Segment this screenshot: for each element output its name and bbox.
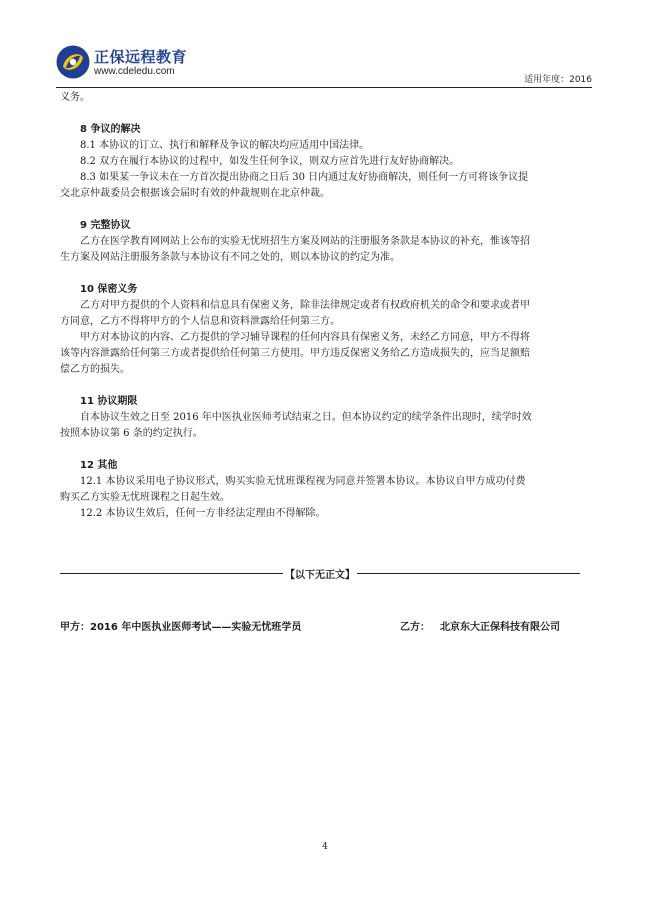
paragraph-continuation: 购买乙方实验无忧班课程之日起生效。	[60, 492, 230, 503]
section-9-title: 9 完整协议	[80, 220, 131, 231]
cdeledu-logo-icon	[56, 45, 90, 79]
paragraph: 乙方对甲方提供的个人资料和信息具有保密义务，除非法律规定或者有权政府机关的命令和要求或者甲	[80, 300, 530, 311]
page-number: 4	[322, 842, 328, 852]
intro-continuation: 义务。	[60, 92, 90, 103]
paragraph-continuation: 生方案及网站注册服务条款与本协议有不同之处的，则以本协议的约定为准。	[60, 252, 400, 263]
paragraph-continuation: 偿乙方的损失。	[60, 364, 130, 375]
section-10-title: 10 保密义务	[80, 284, 138, 295]
paragraph: 8.2 双方在履行本协议的过程中，如发生任何争议，则双方应首先进行友好协商解决。	[80, 156, 460, 167]
party-b-name: 北京东大正保科技有限公司	[440, 622, 560, 633]
section-8-title: 8 争议的解决	[80, 124, 141, 135]
paragraph: 12.2 本协议生效后，任何一方非经法定理由不得解除。	[80, 508, 326, 519]
end-of-text-label: 【以下无正文】	[285, 569, 355, 581]
paragraph-continuation: 交北京仲裁委员会根据该会届时有效的仲裁规则在北京仲裁。	[60, 188, 330, 199]
page-header	[56, 44, 592, 86]
paragraph-continuation: 该等内容泄露给任何第三方或者提供给任何第三方使用。甲方违反保密义务给乙方造成损失的，应当足额赔	[60, 348, 530, 359]
agreement-body	[60, 90, 600, 522]
divider-line	[357, 573, 580, 574]
year-label: 适用年度：2016	[524, 75, 592, 85]
section-11-title: 11 协议期限	[80, 396, 138, 407]
party-a-signature: 甲方：2016 年中医执业医师考试——实验无忧班学员	[60, 622, 302, 633]
paragraph: 自本协议生效之日至 2016 年中医执业医师考试结束之日。但本协议约定的续学条件出现时，续学时效	[80, 412, 532, 423]
paragraph: 8.3 如果某一争议未在一方首次提出协商之日后 30 日内通过友好协商解决，则任何一方可将该争议提	[80, 172, 529, 183]
paragraph-continuation: 按照本协议第 6 条的约定执行。	[60, 428, 203, 439]
header-rule	[56, 87, 592, 88]
section-12-title: 12 其他	[80, 460, 118, 471]
party-b-label: 乙方：	[400, 622, 430, 633]
paragraph: 8.1 本协议的订立、执行和解释及争议的解决均应适用中国法律。	[80, 140, 370, 151]
brand-name: 正保远程教育	[94, 48, 188, 66]
paragraph-continuation: 方同意，乙方不得将甲方的个人信息和资料泄露给任何第三方。	[60, 316, 340, 327]
end-of-text-divider	[60, 565, 580, 581]
paragraph: 乙方在医学教育网网站上公布的实验无忧班招生方案及网站的注册服务条款是本协议的补充，惟该等招	[80, 236, 530, 247]
party-b-signature	[400, 618, 560, 633]
divider-line	[60, 573, 283, 574]
paragraph: 12.1 本协议采用电子协议形式，购买实验无忧班课程视为同意并签署本协议。本协议自甲方成功付费	[80, 476, 526, 487]
paragraph: 甲方对本协议的内容、乙方提供的学习辅导课程的任何内容具有保密义务，未经乙方同意，甲方不得将	[80, 332, 530, 343]
brand-url[interactable]: www.cdeledu.com	[94, 66, 175, 77]
